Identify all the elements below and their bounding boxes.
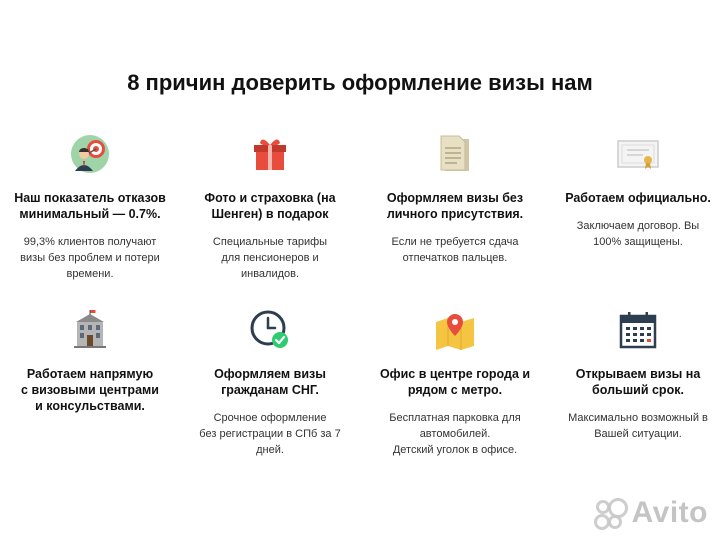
reason-card-official <box>548 132 720 250</box>
reason-text: Максимально возможный в Вашей ситуации. <box>568 412 708 440</box>
page-title: 8 причин доверить оформление визы нам <box>127 70 593 95</box>
reason-card-cis <box>180 308 360 458</box>
reason-card-direct <box>0 308 180 414</box>
reason-heading: Работаем напрямую с визовыми центрами и консульствами. <box>21 367 159 413</box>
reason-card-gift <box>180 132 360 282</box>
reason-heading: Офис в центре города и рядом с метро. <box>379 367 531 397</box>
reason-heading: Работаем официально. <box>565 191 711 205</box>
reason-card-no-presence <box>365 132 545 266</box>
reason-text: Специальные тарифы для пенсионеров и инвалидов. <box>212 236 328 280</box>
reason-heading: Оформляем визы без личного присутствия. <box>386 191 524 221</box>
gift-box-icon <box>180 132 360 176</box>
reason-heading: Оформляем визы гражданам СНГ. <box>214 367 326 397</box>
building-icon <box>0 308 180 352</box>
reason-card-refusal-rate <box>0 132 180 282</box>
reason-text: Если не требуется сдача отпечатков пальцев. <box>391 236 519 264</box>
avito-logo-icon <box>594 498 628 528</box>
reason-heading: Наш показатель отказов минимальный — 0.7%. <box>14 191 166 221</box>
reason-text: Бесплатная парковка для автомобилей. Детский уголок в офисе. <box>389 412 521 456</box>
document-icon <box>365 132 545 176</box>
map-pin-icon <box>365 308 545 352</box>
clock-check-icon <box>180 308 360 352</box>
avito-watermark <box>594 496 708 530</box>
reason-text: Срочное оформление без регистрации в СПб за 7 дней. <box>199 412 341 456</box>
businessman-target-icon <box>0 132 180 176</box>
reason-text: Заключаем договор. Вы 100% защищены. <box>576 220 700 248</box>
reason-text: 99,3% клиентов получают визы без проблем и потери времени. <box>20 236 160 280</box>
certificate-icon <box>548 132 720 176</box>
reason-card-office <box>365 308 545 458</box>
reason-heading: Открываем визы на больший срок. <box>575 367 701 397</box>
calendar-icon <box>548 308 720 352</box>
reason-card-longer-term <box>548 308 720 442</box>
avito-watermark-text: Avito <box>631 496 708 529</box>
reason-heading: Фото и страховка (на Шенген) в подарок <box>204 191 336 221</box>
